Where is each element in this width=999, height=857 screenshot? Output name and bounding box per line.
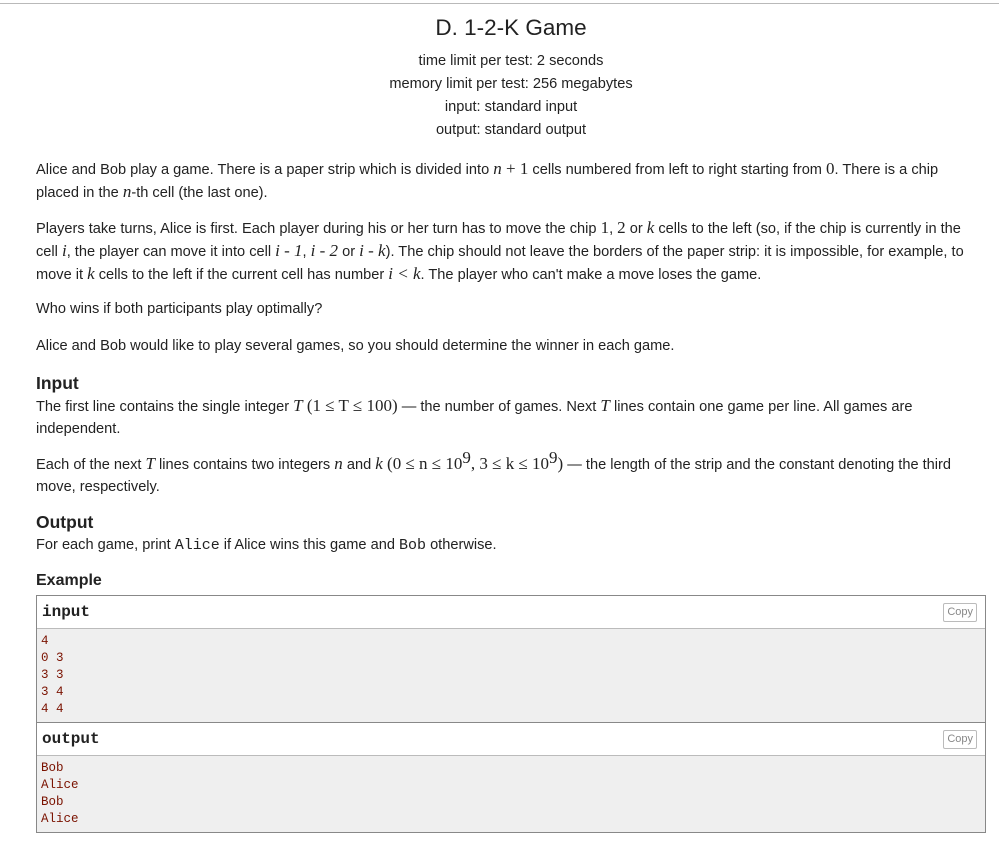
output-paragraph: For each game, print Alice if Alice wins this game and Bob otherwise. bbox=[36, 537, 497, 554]
sample-input-header bbox=[37, 596, 985, 629]
problem-limits bbox=[36, 50, 986, 142]
copy-input-button[interactable]: Copy bbox=[943, 603, 977, 622]
sample-input-line: 3 4 bbox=[41, 685, 64, 699]
memory-limit: memory limit per test: 256 megabytes bbox=[389, 76, 633, 92]
statement-paragraph-2: Players take turns, Alice is first. Each player during his or her turn has to move the chip 1, 2 or k cells to the left (so, if the chip is currently in the cell i, the player can move it into cell i - 1, i - 2 or i - k). The chip should not leave the borders of the paper strip: it is impossible, for example, to move it k cells to the left if the current cell has number i < k. The player who can't make a move loses the game. bbox=[36, 218, 964, 283]
time-limit: time limit per test: 2 seconds bbox=[418, 53, 604, 69]
sample-output-line: Bob bbox=[41, 795, 64, 809]
input-spec: input: standard input bbox=[444, 99, 578, 115]
sample-output-header bbox=[37, 722, 985, 756]
copy-output-button[interactable]: Copy bbox=[943, 730, 977, 749]
sample-input-line: 4 4 bbox=[41, 702, 64, 716]
sample-output-content bbox=[37, 756, 985, 832]
output-heading: Output bbox=[36, 512, 94, 532]
statement-paragraph-3: Who wins if both participants play optimally? bbox=[36, 301, 323, 317]
sample-output-line: Alice bbox=[41, 812, 79, 826]
example-heading: Example bbox=[36, 572, 102, 589]
statement-paragraph-4: Alice and Bob would like to play several games, so you should determine the winner in each game. bbox=[36, 338, 675, 354]
input-paragraph-2: Each of the next T lines contains two integers n and k ($0 \le n \le 10^9$, $3 \le k \le 10^9$) — the length of the strip and the constant denoting the third move, respectively. bbox=[36, 448, 952, 495]
input-heading: Input bbox=[36, 373, 79, 393]
problem-header bbox=[36, 13, 986, 142]
problem-statement bbox=[36, 0, 986, 826]
input-paragraph-1: The first line contains the single integer T (1 ≤ T ≤ 100) — the number of games. Next T lines contain one game per line. All games are independent. bbox=[36, 396, 913, 437]
sample-input-line: 0 3 bbox=[41, 651, 64, 665]
output-spec: output: standard output bbox=[435, 122, 587, 138]
sample-input-content bbox=[37, 629, 985, 722]
problem-title: D. 1-2-K Game bbox=[435, 15, 587, 40]
sample-input-box bbox=[36, 595, 986, 833]
statement-paragraph-1: Alice and Bob play a game. There is a paper strip which is divided into n + 1 cells numbered from left to right starting from 0. There is a chip placed in the n-th cell (the last one). bbox=[36, 159, 939, 201]
sample-output-line: Alice bbox=[41, 778, 79, 792]
sample-input-title: input bbox=[42, 603, 91, 621]
sample-output-title: output bbox=[42, 730, 100, 748]
sample-output-line: Bob bbox=[41, 761, 64, 775]
sample-input-line: 4 bbox=[41, 634, 49, 648]
sample-input-line: 3 3 bbox=[41, 668, 64, 682]
